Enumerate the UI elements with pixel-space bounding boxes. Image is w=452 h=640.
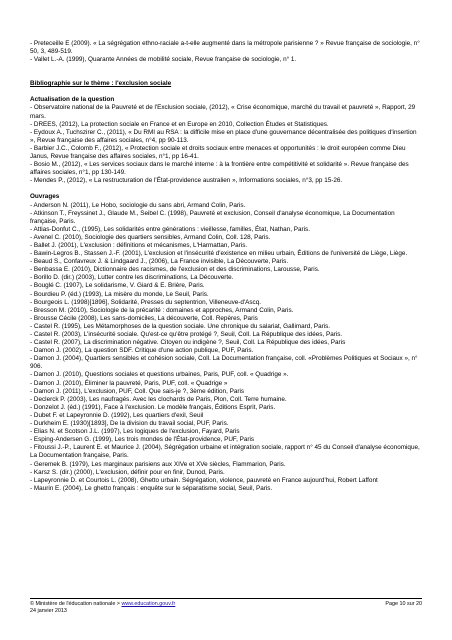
bib-entry: - Donzelot J. (éd.) (1991), Face à l'exclusion. Le modèle français, Éditions Esprit, Paris. bbox=[30, 403, 276, 411]
bib-entry: - Mendes P., (2012), « La restructuration de l'État-providence australien », Informations sociales, n°3, pp 15-26. bbox=[30, 177, 343, 185]
bib-entry: - Barbier J.C., Colomb F., (2012), « Protection sociale et droits sociaux entre menaces et opportunités : le droit européen comme Dieu Janus, Revue française des affaires sociales, n°1, pp 16-41. bbox=[30, 144, 406, 161]
footer-copyright bbox=[30, 601, 175, 608]
bib-entry: - Karsz S. (dir.) (2000), L'exclusion, définir pour en finir, Dunod, Paris. bbox=[30, 468, 225, 476]
bib-entry: - Maurin E. (2004), Le ghetto français : enquête sur le séparatisme social, Seuil, Paris. bbox=[30, 484, 273, 492]
bib-entry: - Avenel C. (2010), Sociologie des quartiers sensibles, Armand Colin, Coll. 128, Paris. bbox=[30, 233, 271, 241]
bib-entry: - Castel R. (1995), Les Métamorphoses de la question sociale. Une chronique du salariat, Gallimard, Paris. bbox=[30, 322, 331, 330]
bib-entry: - Atkinson T., Freyssinet J., Glaude M., Seibel C. (1998), Pauvreté et exclusion, Conseil d'analyse économique, La Documentation française, Paris. bbox=[30, 209, 395, 225]
bib-entry: - Bawin-Legros B., Stassen J.-F. (2001), L'exclusion et l'insécurité d'existence en milieu urbain, Éditions de l'université de Liège, Liège. bbox=[30, 250, 408, 258]
bib-entry: - Geremek B. (1979), Les marginaux parisiens aux XIVe et XVe siècles, Flammarion, Paris. bbox=[30, 460, 286, 468]
footer-link[interactable]: www.education.gouv.fr bbox=[121, 601, 176, 607]
bib-entry: - Fitoussi J.-P., Laurent E. et Maurice J. (2004), Ségrégation urbaine et intégration sociale, rapport n° 45 du Conseil d'analyse économique, La Documentation française, Paris. bbox=[30, 444, 420, 460]
bib-entry: - Brousse Cécile (2008), Les sans-domiciles, La découverte, Coll. Repères, Paris bbox=[30, 314, 258, 322]
footer-prefix: © Ministère de l'éducation nationale > bbox=[30, 601, 122, 607]
bib-entry: - Dubet F. et Lapeyronnie D. (1992), Les quartiers d'exil, Seuil bbox=[30, 411, 204, 419]
bib-entry: - Eydoux A., Tuchszirer C., (2011), « Du RMI au RSA : la difficile mise en place d'une gouvernance décentralisée des politiques d'insertion », Revue française des affaires sociales, n°4, pp 90-113. bbox=[30, 128, 417, 144]
bib-entry: - Bosio M., (2012), « Les services sociaux dans le marché interne : à la frontière entre compétitivité et solidarité ». Revue française des affaires sociales, n°1, pp 130-149. bbox=[30, 161, 409, 177]
bib-entry: - Bresson M. (2010), Sociologie de la précarité : domaines et approches, Armand Colin, Paris. bbox=[30, 306, 294, 314]
footer-page-number: Page 10 sur 20 bbox=[385, 601, 422, 607]
bib-entry: - Bourgeois L. (1998)[1896], Solidarité, Presses du septentrion, Villeneuve-d'Ascq. bbox=[30, 298, 262, 306]
bib-entry: - Lapeyronnie D. et Courtois L. (2008), Ghetto urbain. Ségrégation, violence, pauvreté en France aujourd'hui, Robert Laffont bbox=[30, 476, 378, 484]
bib-entry: - Anderson N. (2011), Le Hobo, sociologie du sans abri, Armand Colin, Paris. bbox=[30, 201, 246, 209]
bib-entry: - Declerck P. (2003), Les naufragés. Avec les clochards de Paris, Plon, Coll. Terre humaine. bbox=[30, 395, 287, 403]
bib-entry: - Benbassa E. (2010), Dictionnaire des racismes, de l'exclusion et des discriminations, Larousse, Paris. bbox=[30, 266, 320, 274]
bib-entry: - Damon J. (2011), L'exclusion, PUF, Coll. Que sais-je ?, 3ème édition, Paris bbox=[30, 387, 245, 395]
bib-entry: - Vallet L.-A. (1999), Quarante Années de mobilité sociale, Revue française de sociologie, n° 1. bbox=[30, 56, 297, 64]
footer-date: 24 janvier 2013 bbox=[30, 608, 67, 614]
bib-entry: - Attias-Donfut C., (1995), Les solidarités entre générations : vieillesse, familles, État, Nathan, Paris. bbox=[30, 225, 310, 233]
bib-entry: - Damon J. (2010), Éliminer la pauvreté, Paris, PUF, coll. « Quadrige » bbox=[30, 379, 228, 387]
bib-entry: - Damon J. (2002), La question SDF. Critique d'une action publique, PUF, Paris. bbox=[30, 347, 254, 355]
page-footer bbox=[30, 598, 422, 615]
ouvrages-heading: Ouvrages bbox=[30, 193, 60, 201]
bib-entry: - Castel R. (2007), La discrimination négative. Citoyen ou indigène ?, Seuil, Coll. La République des idées, Paris bbox=[30, 339, 346, 347]
top-entries bbox=[30, 40, 422, 64]
page-content bbox=[30, 40, 422, 493]
bib-entry: - Borillo D. (dir.) (2003), Lutter contre les discriminations, La Découverte. bbox=[30, 274, 234, 282]
ouvrages-list bbox=[30, 202, 422, 493]
actualisation-list bbox=[30, 104, 422, 185]
bib-entry: - Beaud S., Confavreux J. & Lindgaard J., (2006), La France invisible, La Découverte, Paris. bbox=[30, 258, 289, 266]
section-title: Bibliographie sur le thème : l'exclusion sociale bbox=[30, 80, 172, 88]
bib-entry: - Durkheim E. (1930)[1893], De la division du travail social, PUF, Paris. bbox=[30, 420, 229, 428]
actualisation-heading: Actualisation de la question bbox=[30, 96, 115, 104]
bib-entry: - Bourdieu P. (éd.) (1993), La misère du monde, Le Seuil, Paris. bbox=[30, 290, 209, 298]
bib-entry: - Castel R. (2003), L'insécurité sociale. Qu'est-ce qu'être protégé ?, Seuil, Coll. La République des idées, Paris. bbox=[30, 331, 343, 338]
bib-entry: - Preteceille E (2009). « La ségrégation ethno-raciale a-t-elle augmenté dans la métropole parisienne ? » Revue française de sociologie, n° 50, 3, 489-519. bbox=[30, 40, 420, 56]
bib-entry: - Ballet J. (2001), L'exclusion : définitions et mécanismes, L'Harmattan, Paris. bbox=[30, 241, 248, 249]
bib-entry: - Elias N. et Scotson J.L. (1997), Les logiques de l'exclusion, Fayard, Paris bbox=[30, 428, 240, 436]
bib-entry: - Observatoire national de la Pauvreté et de l'Exclusion sociale, (2012), « Crise économique, marché du travail et pauvreté », Rapport, 29 mars. bbox=[30, 104, 416, 120]
bib-entry: - Damon J. (2004), Quartiers sensibles et cohésion sociale, Coll. La Documentation française, coll. «Problèmes Politiques et Sociaux », n° 906. bbox=[30, 355, 418, 371]
bib-entry: - DREES, (2012), La protection sociale en France et en Europe en 2010, Collection Études et Statistiques. bbox=[30, 120, 329, 128]
bib-entry: - Esping-Andersen G. (1999), Les trois mondes de l'État-providence, PUF, Paris bbox=[30, 436, 255, 444]
bib-entry: - Damon J. (2010), Questions sociales et questions urbaines, Paris, PUF, coll. « Quadrige ». bbox=[30, 371, 289, 379]
bib-entry: - Bouglé C. (1907), Le solidarisme, V. Giard & E. Brière, Paris. bbox=[30, 282, 205, 290]
